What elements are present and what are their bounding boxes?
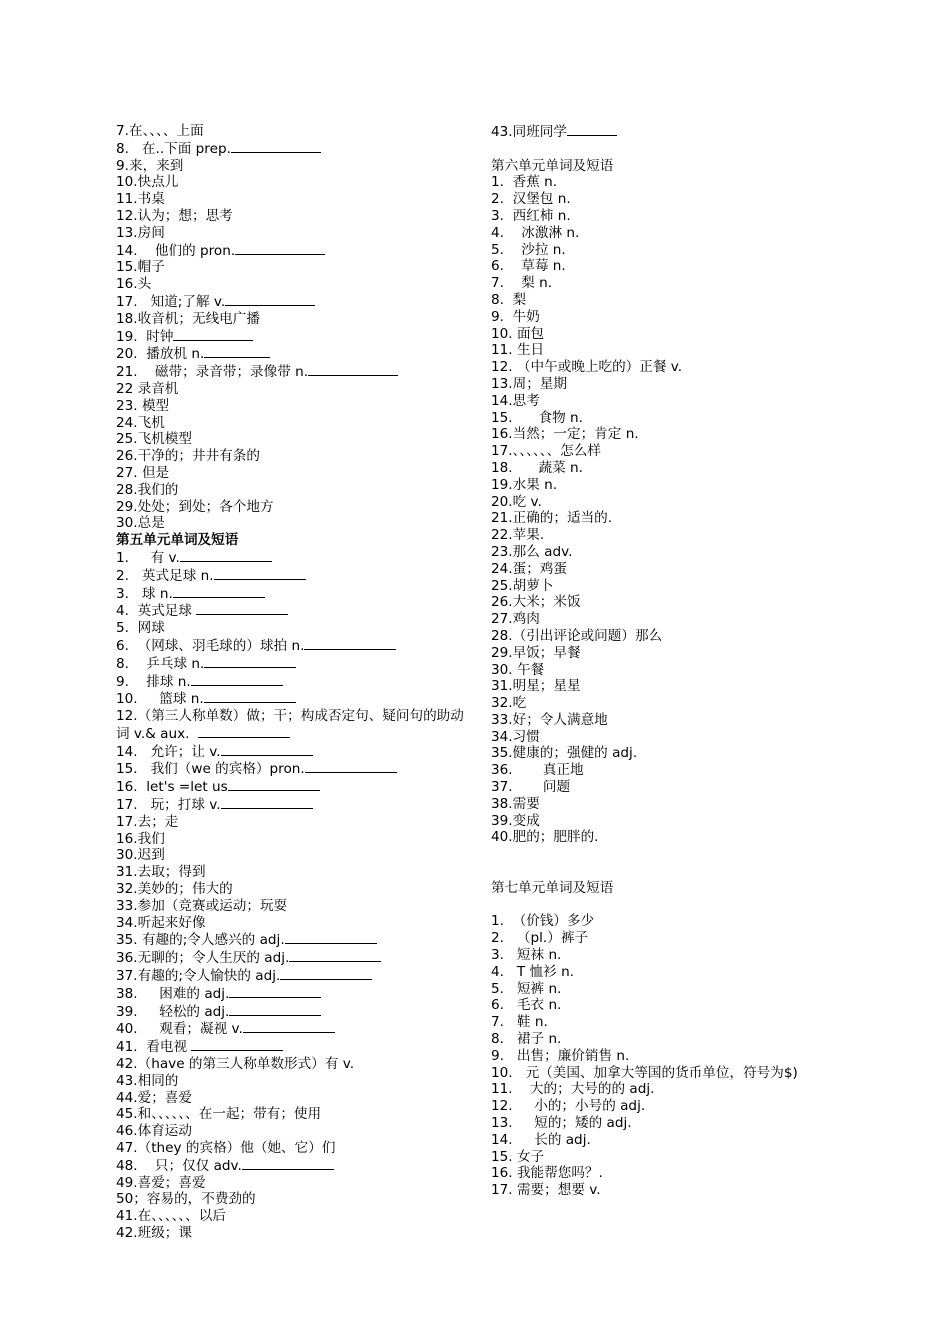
vocab-line [491, 292, 843, 309]
answer-blank [285, 931, 377, 944]
vocab-line [116, 1090, 466, 1107]
left-column [116, 123, 466, 1242]
vocab-text: 1. 香蕉 n. [491, 174, 558, 191]
vocab-line [491, 1014, 843, 1031]
vocab-text: 25.飞机模型 [116, 431, 192, 448]
vocab-line [491, 880, 843, 897]
vocab-line [491, 997, 843, 1014]
vocab-line [116, 931, 466, 949]
vocab-text: 27.鸡肉 [491, 611, 540, 628]
vocab-text: 1. （价钱）多少 [491, 913, 595, 930]
vocab-line [116, 311, 466, 328]
vocab-text: 6. （网球、羽毛球的）球拍 n. [116, 637, 305, 654]
vocab-text: 2. （pl.）裤子 [491, 930, 589, 947]
vocab-line [491, 141, 843, 158]
vocab-text: 18. 蔬菜 n. [491, 459, 583, 476]
vocab-text: 32.吃 [491, 695, 527, 712]
vocab-text: 18.收音机；无线电广播 [116, 310, 260, 327]
vocab-text: 2. 英式足球 n. [116, 567, 214, 584]
vocab-line [491, 191, 843, 208]
vocab-line [491, 712, 843, 729]
vocab-line [116, 967, 466, 985]
vocab-text: 37. 问题 [491, 779, 571, 796]
answer-blank [304, 637, 396, 650]
vocab-text: 3. 球 n. [116, 585, 173, 602]
vocab-text: 28.（引出评论或问题）那么 [491, 627, 663, 644]
vocab-line [491, 225, 843, 242]
vocab-line [491, 494, 843, 511]
vocab-text: 25.胡萝卜 [491, 577, 554, 594]
vocab-text: 36.无聊的；令人生厌的 adj. [116, 950, 290, 967]
vocab-line [116, 1157, 466, 1175]
vocab-text: 7. 鞋 n. [491, 1014, 548, 1031]
vocab-line [491, 123, 843, 141]
vocab-line [116, 881, 466, 898]
vocab-text: 39. 轻松的 adj. [116, 1003, 230, 1020]
vocab-text: 33.参加（竞赛或运动；玩耍 [116, 897, 288, 914]
vocab-line [116, 549, 466, 567]
vocab-line [116, 673, 466, 691]
answer-blank [242, 1157, 334, 1170]
vocab-line [116, 1123, 466, 1140]
vocab-text: 13.周；星期 [491, 375, 567, 392]
vocab-line [116, 1003, 466, 1021]
answer-blank [228, 778, 320, 791]
vocab-text: 35. 有趣的;令人感兴的 adj. [116, 932, 285, 949]
answer-blank [225, 293, 315, 306]
vocab-text: 34.习惯 [491, 728, 540, 745]
vocab-line [116, 415, 466, 432]
vocab-line [491, 813, 843, 830]
vocab-line [116, 482, 466, 499]
vocab-line [116, 620, 466, 637]
vocab-line [491, 913, 843, 930]
answer-blank [235, 242, 325, 255]
vocab-text: 第六单元单词及短语 [491, 157, 614, 174]
vocab-text: 12. 小的；小号的 adj. [491, 1098, 646, 1115]
vocab-line [116, 831, 466, 848]
section-heading [116, 532, 466, 549]
vocab-line [491, 930, 843, 947]
vocab-line [491, 1115, 843, 1132]
vocab-line [491, 1098, 843, 1115]
vocab-line [116, 949, 466, 967]
answer-blank [567, 123, 617, 136]
vocab-text: 31.明星；星星 [491, 678, 581, 695]
vocab-line [116, 602, 466, 620]
vocab-line [116, 864, 466, 881]
vocab-text: 3. 短袜 n. [491, 947, 562, 964]
vocab-text: 21. 磁带；录音带；录像带 n. [116, 364, 309, 381]
vocab-line [491, 208, 843, 225]
vocab-text: 15. 我们（we 的宾格）pron. [116, 761, 305, 778]
vocab-line [116, 1175, 466, 1192]
vocab-text: 14. 长的 adj. [491, 1131, 591, 1148]
answer-blank [289, 949, 381, 962]
vocab-line [491, 510, 843, 527]
answer-blank [308, 363, 398, 376]
vocab-text: 8. 在..下面 prep. [116, 140, 231, 157]
right-column [491, 123, 843, 1199]
vocab-text: 16. 我能帮您吗？. [491, 1165, 603, 1182]
answer-blank [204, 655, 296, 668]
vocab-line [491, 578, 843, 595]
vocab-text: 34.听起来好像 [116, 914, 206, 931]
vocab-text: 42.班级；课 [116, 1225, 192, 1241]
vocab-line [491, 410, 843, 427]
vocab-line [491, 1149, 843, 1166]
vocab-line [116, 1191, 466, 1208]
vocab-line [491, 326, 843, 343]
answer-blank [231, 140, 321, 153]
vocab-text: 9. 出售；廉价销售 n. [491, 1047, 630, 1064]
answer-blank [180, 549, 272, 562]
vocab-text: 8. 乒乓球 n. [116, 655, 205, 672]
vocab-text: 23. 模型 [116, 397, 170, 414]
vocab-line [116, 743, 466, 761]
vocab-text: 36. 真正地 [491, 762, 584, 779]
vocab-text: 40.肥的；肥胖的. [491, 829, 599, 846]
vocab-text: 46.体育运动 [116, 1123, 192, 1140]
vocab-line [116, 814, 466, 831]
vocab-text: 17. 需要；想要 v. [491, 1182, 601, 1199]
vocab-text: 4. 英式足球 [116, 603, 197, 620]
vocab-text: 26.大米；米饭 [491, 594, 581, 611]
vocab-text: 37.有趣的;令人愉快的 adj. [116, 968, 281, 985]
vocab-line [491, 561, 843, 578]
vocab-text: 20. 播放机 n. [116, 346, 205, 363]
vocab-text: 16.我们 [116, 830, 165, 847]
vocab-line [116, 585, 466, 603]
vocab-line [491, 309, 843, 326]
answer-blank [198, 725, 290, 738]
answer-blank [196, 602, 288, 615]
vocab-text: 12. （中午或晚上吃的）正餐 v. [491, 359, 683, 376]
vocab-line [116, 915, 466, 932]
vocab-line [116, 1056, 466, 1073]
vocab-text: 26.干净的；井井有条的 [116, 448, 260, 465]
vocab-text: 19. 时钟 [116, 328, 174, 345]
answer-blank [229, 1003, 321, 1016]
vocab-line [116, 655, 466, 673]
vocab-text: 41. 看电视 [116, 1039, 192, 1056]
vocab-text: 10. 面包 [491, 325, 545, 342]
vocab-line [491, 158, 843, 175]
vocab-line [491, 745, 843, 762]
vocab-text: 12.认为；想；思考 [116, 207, 233, 224]
vocab-text: 6. 毛衣 n. [491, 997, 562, 1014]
vocab-text: 5. 网球 [116, 620, 165, 637]
vocab-line [491, 729, 843, 746]
vocab-text: 43.相同的 [116, 1072, 179, 1089]
vocab-line [116, 431, 466, 448]
vocab-line [491, 1048, 843, 1065]
vocab-text: 6. 草莓 n. [491, 258, 566, 275]
vocab-line [116, 259, 466, 276]
answer-blank [221, 743, 313, 756]
vocab-line [491, 1081, 843, 1098]
vocab-text: 9. 牛奶 [491, 308, 540, 325]
vocab-line [116, 985, 466, 1003]
vocab-line [116, 1225, 466, 1242]
vocab-text: 19.水果 n. [491, 476, 558, 493]
vocab-line [491, 846, 843, 863]
vocab-text: 1. 有 v. [116, 549, 180, 566]
vocab-text: 15.帽子 [116, 259, 165, 276]
vocab-line [491, 1031, 843, 1048]
vocab-text: 33.好；令人满意地 [491, 711, 608, 728]
vocab-line [491, 1165, 843, 1182]
vocab-text: 48. 只；仅仅 adv. [116, 1157, 242, 1174]
vocab-line [116, 448, 466, 465]
vocab-line [491, 342, 843, 359]
answer-blank [204, 690, 296, 703]
vocab-line [116, 1038, 466, 1056]
vocab-line [116, 515, 466, 532]
vocab-text: 27. 但是 [116, 464, 170, 481]
vocab-text: 44.爱；喜爱 [116, 1089, 192, 1106]
vocab-text: 31.去取；得到 [116, 864, 206, 881]
vocab-line [491, 477, 843, 494]
vocab-line [491, 242, 843, 259]
vocab-text: 16. let's =let us [116, 779, 228, 796]
vocab-line [116, 1073, 466, 1090]
vocab-text: 38.需要 [491, 795, 540, 812]
vocab-text: 22 录音机 [116, 380, 179, 397]
vocab-line [116, 242, 466, 260]
vocab-text: 47.（they 的宾格）他（她、它）们 [116, 1140, 336, 1157]
vocab-line [116, 208, 466, 225]
vocab-text: 13.房间 [116, 224, 165, 241]
vocab-text: 14.思考 [491, 392, 540, 409]
vocab-line [491, 863, 843, 880]
vocab-text: 4. T 恤衫 n. [491, 963, 575, 980]
vocab-text: 45.和、、、、、、在一起；带有；使用 [116, 1106, 322, 1123]
vocab-text: 16.当然；一定；肯定 n. [491, 426, 639, 443]
vocab-text: 11. 大的；大号的的 adj. [491, 1081, 655, 1098]
vocab-line [491, 947, 843, 964]
vocab-line [491, 897, 843, 914]
vocab-line [491, 359, 843, 376]
vocab-line [491, 1182, 843, 1199]
vocab-text: 20.吃 v. [491, 493, 542, 510]
answer-blank [173, 585, 265, 598]
vocab-text: 41.在、、、、、、以后 [116, 1208, 226, 1225]
vocab-line [116, 567, 466, 585]
vocab-text: 17.、、、、、、怎么样 [491, 443, 601, 460]
answer-blank [305, 760, 397, 773]
vocab-text: 5. 沙拉 n. [491, 241, 566, 258]
vocab-line [116, 345, 466, 363]
vocab-text: 30.总是 [116, 515, 165, 532]
answer-blank [221, 796, 313, 809]
vocab-line [116, 690, 466, 708]
vocab-text: 10.快点儿 [116, 174, 179, 191]
vocab-text: 10. 元（美国、加拿大等国的货币单位，符号为$) [491, 1064, 798, 1081]
vocab-line [491, 275, 843, 292]
vocab-text: 43.同班同学 [491, 124, 567, 140]
answer-blank [191, 1038, 283, 1051]
vocab-line [491, 796, 843, 813]
vocab-text: 17. 玩；打球 v. [116, 797, 221, 814]
vocab-line [491, 527, 843, 544]
vocab-line [116, 499, 466, 516]
vocab-text: 12.（第三人称单数）做；干；构成否定句、疑问句的助动词 v.& aux. [116, 708, 464, 742]
vocab-text: 15. 女子 [491, 1148, 545, 1165]
vocab-line [116, 778, 466, 796]
vocab-line [491, 376, 843, 393]
vocab-line [116, 293, 466, 311]
vocab-text: 3. 西红柿 n. [491, 207, 571, 224]
vocab-text: 23.那么 adv. [491, 543, 573, 560]
vocab-text: 17. 知道;了解 v. [116, 293, 226, 310]
vocab-text: 16.头 [116, 276, 152, 293]
answer-blank [214, 567, 306, 580]
vocab-line [116, 363, 466, 381]
vocab-line [491, 662, 843, 679]
vocab-line [491, 258, 843, 275]
vocab-text: 24.飞机 [116, 414, 165, 431]
vocab-line [491, 645, 843, 662]
vocab-text: 10. 篮球 n. [116, 691, 204, 708]
vocab-text: 30.迟到 [116, 847, 165, 864]
vocab-line [491, 1065, 843, 1082]
vocab-line [491, 964, 843, 981]
vocab-text: 30. 午餐 [491, 661, 545, 678]
vocab-line [491, 829, 843, 846]
vocab-line [491, 695, 843, 712]
vocab-text: 9.来，来到 [116, 157, 184, 174]
vocab-text: 第五单元单词及短语 [116, 532, 239, 549]
vocab-text: 40. 观看；凝视 v. [116, 1021, 243, 1038]
vocab-text: 21.正确的；适当的. [491, 510, 613, 527]
vocab-line [491, 460, 843, 477]
vocab-line [116, 1208, 466, 1225]
vocab-line [116, 1020, 466, 1038]
vocab-line [116, 1140, 466, 1157]
answer-blank [173, 328, 253, 341]
vocab-text: 8. 裙子 n. [491, 1031, 562, 1048]
vocab-text: 35.健康的；强健的 adj. [491, 745, 638, 762]
vocab-line [491, 611, 843, 628]
vocab-line [491, 426, 843, 443]
vocab-line [491, 779, 843, 796]
vocab-line [116, 1106, 466, 1123]
vocab-line [116, 708, 466, 743]
vocab-line [491, 393, 843, 410]
vocab-text: 7.在、、、、上面 [116, 123, 204, 139]
answer-blank [229, 985, 321, 998]
vocab-text: 14. 允许；让 v. [116, 743, 221, 760]
vocab-text: 22.苹果. [491, 527, 545, 544]
vocab-text: 28.我们的 [116, 481, 179, 498]
vocab-line [491, 981, 843, 998]
vocab-text: 17.去；走 [116, 813, 179, 830]
vocab-line [116, 637, 466, 655]
vocab-line [116, 140, 466, 158]
vocab-text: 29.早饭；早餐 [491, 644, 581, 661]
vocab-line [116, 847, 466, 864]
vocab-text: 7. 梨 n. [491, 275, 553, 292]
vocab-text: 50；容易的，不费劲的 [116, 1191, 256, 1208]
vocab-text: 32.美妙的；伟大的 [116, 881, 233, 898]
vocab-text: 11. 生日 [491, 342, 545, 359]
vocab-line [491, 544, 843, 561]
vocab-text: 4. 冰激淋 n. [491, 224, 580, 241]
vocab-line [491, 1132, 843, 1149]
answer-blank [280, 967, 372, 980]
vocab-line [491, 594, 843, 611]
vocab-text: 15. 食物 n. [491, 409, 583, 426]
vocab-line [491, 443, 843, 460]
vocab-text: 49.喜爱；喜爱 [116, 1174, 206, 1191]
vocab-line [116, 174, 466, 191]
vocab-line [116, 276, 466, 293]
vocab-text: 2. 汉堡包 n. [491, 191, 571, 208]
vocab-line [116, 760, 466, 778]
answer-blank [243, 1020, 335, 1033]
answer-blank [204, 345, 270, 358]
vocab-line [116, 898, 466, 915]
vocab-text: 39.变成 [491, 812, 540, 829]
vocab-line [116, 123, 466, 140]
vocab-text: 第七单元单词及短语 [491, 879, 614, 896]
vocab-text: 38. 困难的 adj. [116, 985, 230, 1002]
vocab-line [116, 328, 466, 346]
vocab-line [491, 628, 843, 645]
vocab-text: 13. 短的；矮的 adj. [491, 1115, 632, 1132]
vocab-line [491, 174, 843, 191]
vocab-line [116, 381, 466, 398]
vocab-line [491, 762, 843, 779]
answer-blank [191, 673, 283, 686]
vocab-text: 5. 短裤 n. [491, 980, 562, 997]
vocab-line [116, 225, 466, 242]
vocab-text: 29.处处；到处；各个地方 [116, 498, 274, 515]
vocab-text: 42.（have 的第三人称单数形式）有 v. [116, 1056, 355, 1073]
vocab-line [116, 191, 466, 208]
vocab-text: 14. 他们的 pron. [116, 242, 236, 259]
vocab-text: 9. 排球 n. [116, 673, 191, 690]
vocab-line [491, 678, 843, 695]
vocab-text: 11.书桌 [116, 191, 165, 208]
vocab-line [116, 796, 466, 814]
vocab-text: 8. 梨 [491, 291, 527, 308]
vocab-line [116, 158, 466, 175]
vocab-line [116, 465, 466, 482]
vocab-line [116, 398, 466, 415]
vocab-text: 24.蛋；鸡蛋 [491, 560, 567, 577]
